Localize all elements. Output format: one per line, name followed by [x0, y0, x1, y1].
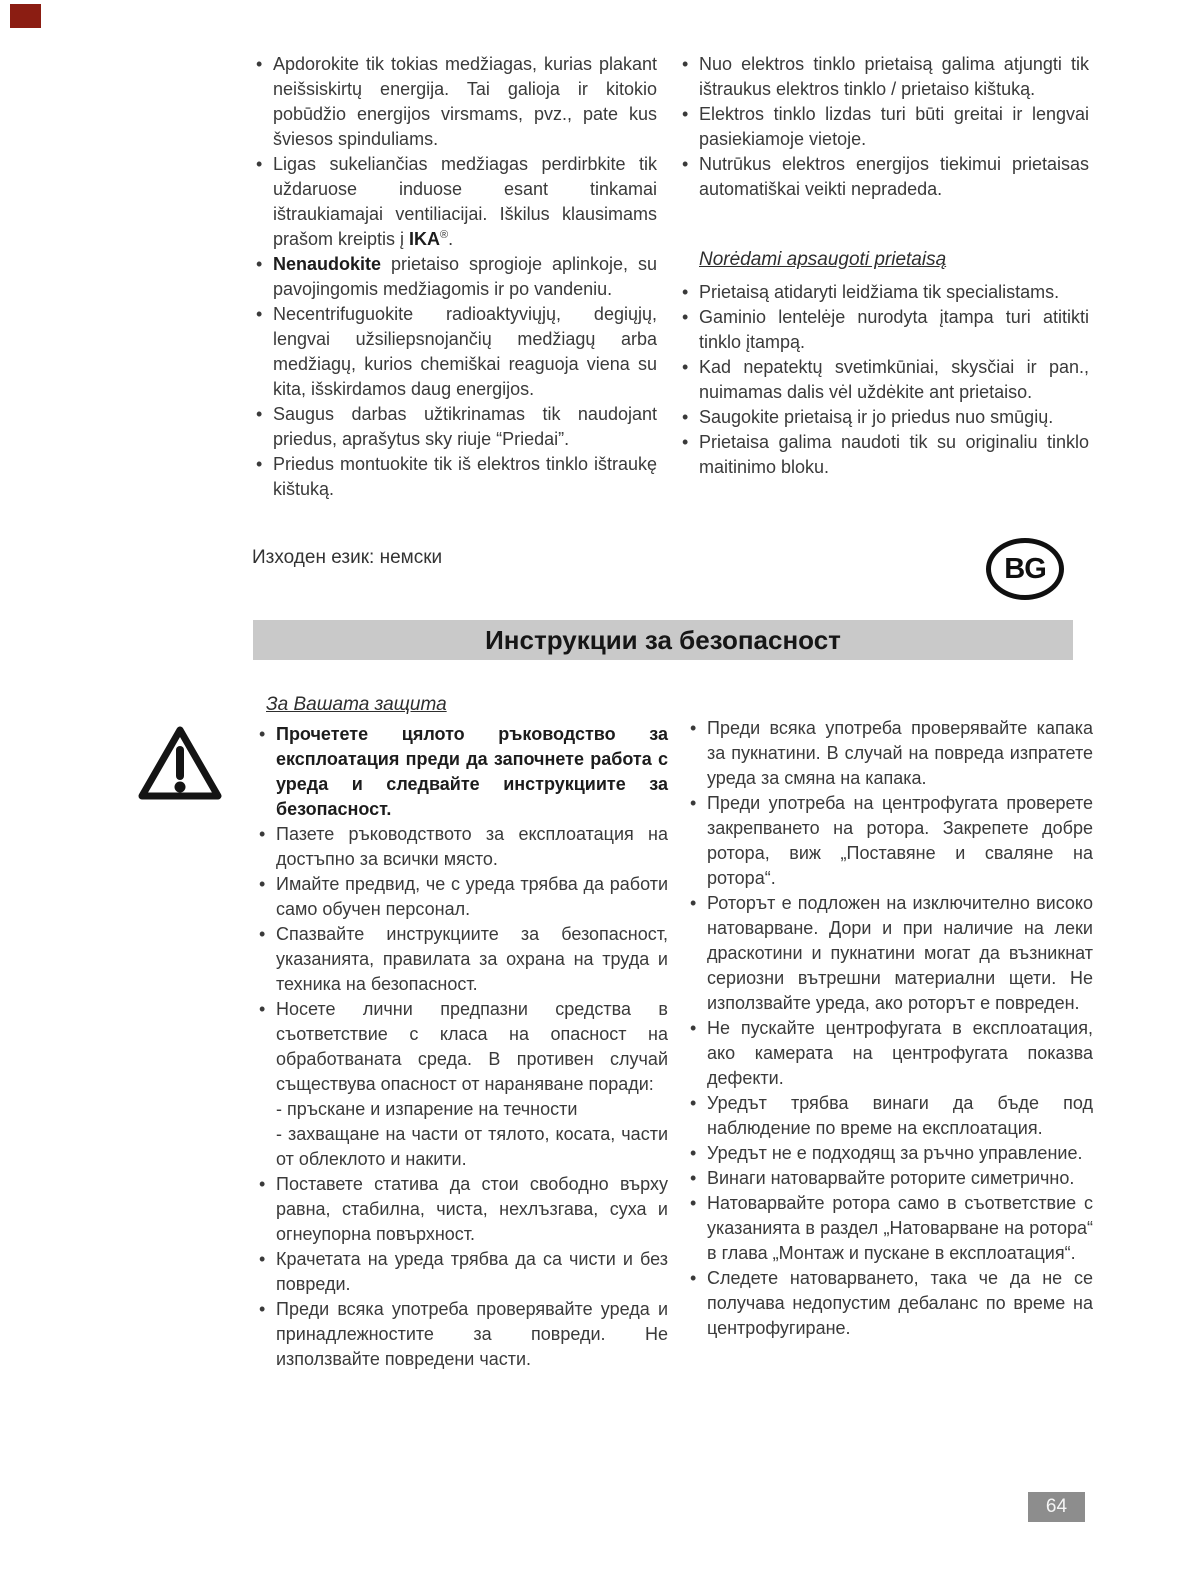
list-item	[256, 1297, 668, 1372]
bullet-text: Поставете статива да стои свободно върху равна, стабилна, чиста, нехлъзгава, суха и огнеупорна повърхност.	[276, 1174, 668, 1244]
bullet-text: Имайте предвид, че с уреда трябва да работи само обучен персонал.	[276, 874, 668, 919]
bullet-dot: •	[682, 154, 689, 174]
bullet-text: Gaminio lentelėje nurodyta įtampa turi atitikti tinklo įtampą.	[699, 307, 1089, 352]
bullet-text: Nuo elektros tinklo prietaisą galima atjungti tik ištraukus elektros tinklo / prietaiso kištuką.	[699, 54, 1089, 99]
list-item	[687, 1016, 1093, 1091]
list-item	[253, 152, 657, 252]
bullet-dot: •	[259, 1249, 266, 1269]
bullet-dot: •	[259, 874, 266, 894]
list-item	[687, 1091, 1093, 1141]
bullet-text: Уредът не е подходящ за ръчно управление.	[707, 1143, 1083, 1163]
bullet-text: Prietaisa galima naudoti tik su originaliu tinklo maitinimo bloku.	[699, 432, 1089, 477]
bullet-dot: •	[690, 1143, 697, 1163]
lt-right-bottom-bullets	[679, 280, 1089, 480]
bullet-dot: •	[690, 1093, 697, 1113]
list-item	[256, 922, 668, 997]
bullet-text: Kad nepatektų svetimkūniai, skysčiai ir pan., nuimamas dalis vėl uždėkite ant prietaiso.	[699, 357, 1089, 402]
list-item	[687, 791, 1093, 891]
bullet-dot: •	[256, 454, 263, 474]
list-item	[679, 52, 1089, 102]
bullet-dot: •	[682, 407, 689, 427]
bullet-dot: •	[690, 718, 697, 738]
bullet-dot: •	[690, 893, 697, 913]
list-item	[687, 1141, 1093, 1166]
bullet-dot: •	[690, 793, 697, 813]
bullet-dot: •	[690, 1193, 697, 1213]
list-item	[256, 822, 668, 872]
bullet-dot: •	[690, 1268, 697, 1288]
bullet-dot: •	[256, 154, 263, 174]
bullet-dot: •	[690, 1168, 697, 1188]
bullet-text: Носете лични предпазни средства в съответствие с класа на опасност на обработваната среда. В противен случай съществува опасност от нараняване поради:	[276, 999, 668, 1094]
corner-color-tab	[10, 4, 41, 28]
safety-instructions-banner	[253, 620, 1073, 660]
bullet-dot: •	[259, 999, 266, 1019]
warning-triangle-icon	[136, 723, 224, 803]
bullet-dot: •	[259, 1299, 266, 1319]
bullet-text: Преди всяка употреба проверявайте уреда и принадлежностите за повреди. Не използвайте повредени части.	[276, 1299, 668, 1369]
lt-protect-device-heading: Norėdami apsaugoti prietaisą	[699, 249, 947, 270]
bullet-dot: •	[256, 304, 263, 324]
bullet-dot: •	[256, 404, 263, 424]
bullet-dot: •	[682, 104, 689, 124]
bullet-text: Роторът е подложен на изключително високо натоварване. Дори и при наличие на леки драскотини и пукнатини могат да възникнат сериозни вътрешни материални щети. Не използвайте уреда, ако роторът е повреден.	[707, 893, 1093, 1013]
sub-item: - захващане на части от тялото, косата, части от облеклото и накити.	[276, 1124, 668, 1169]
list-item	[679, 280, 1089, 305]
list-item	[253, 252, 657, 302]
list-item	[679, 305, 1089, 355]
bullet-text: Не пускайте центрофугата в експлоатация, ако камерата на центрофугата показва дефекти.	[707, 1018, 1093, 1088]
bullet-text: Натоварвайте ротора само в съответствие с указанията в раздел „Натоварване на ротора“ в глава „Монтаж и пускане в експлоатация“.	[707, 1193, 1093, 1263]
bullet-text: Спазвайте инструкциите за безопасност, указанията, правилата за охрана на труда и техника на безопасност.	[276, 924, 668, 994]
bullet-text: Преди всяка употреба проверявайте капака за пукнатини. В случай на повреда изпратете уреда за смяна на капака.	[707, 718, 1093, 788]
list-item	[679, 405, 1089, 430]
bullet-dot: •	[259, 1174, 266, 1194]
bullet-dot: •	[259, 724, 266, 744]
bullet-text: Следете натоварването, така че да не се получава недопустим дебаланс по време на центрофугиране.	[707, 1268, 1093, 1338]
list-item	[687, 1166, 1093, 1191]
page-number-badge	[1028, 1492, 1085, 1522]
bullet-text: Nutrūkus elektros energijos tiekimui prietaisas automatiškai veikti nepradeda.	[699, 154, 1089, 199]
bullet-text: Elektros tinklo lizdas turi būti greitai ir lengvai pasiekiamoje vietoje.	[699, 104, 1089, 149]
list-item	[256, 872, 668, 922]
list-item	[687, 716, 1093, 791]
lt-left-column	[253, 52, 657, 502]
bullet-dot: •	[682, 357, 689, 377]
bullet-text: Пазете ръководството за експлоатация на достъпно за всички място.	[276, 824, 668, 869]
bullet-dot: •	[256, 54, 263, 74]
list-item	[253, 402, 657, 452]
list-item	[687, 1266, 1093, 1341]
bullet-text: Преди употреба на центрофугата проверете закрепването на ротора. Закрепете добре ротора, виж „Поставяне и сваляне на ротора“.	[707, 793, 1093, 888]
bullet-text: Prietaisą atidaryti leidžiama tik specialistams.	[699, 282, 1060, 302]
language-badge-label: BG	[1004, 552, 1046, 585]
list-item	[679, 430, 1089, 480]
bullet-text: Крачетата на уреда трябва да са чисти и без повреди.	[276, 1249, 668, 1294]
lt-right-column	[679, 52, 1089, 480]
bullet-dot: •	[256, 254, 263, 274]
list-item	[253, 52, 657, 152]
bullet-dot: •	[682, 307, 689, 327]
list-item	[256, 722, 668, 822]
list-item	[253, 452, 657, 502]
language-badge	[986, 538, 1064, 600]
bg-right-column	[687, 716, 1093, 1341]
bullet-dot: •	[259, 824, 266, 844]
bullet-text: Уредът трябва винаги да бъде под наблюдение по време на експлоатация.	[707, 1093, 1093, 1138]
list-item	[687, 891, 1093, 1016]
bullet-dot: •	[690, 1018, 697, 1038]
bullet-text: Saugus darbas užtikrinamas tik naudojant priedus, aprašytus sky riuje “Priedai”.	[273, 404, 657, 449]
banner-title: Инструкции за безопасност	[485, 624, 841, 655]
bg-left-column	[256, 722, 668, 1372]
bullet-dot: •	[682, 282, 689, 302]
bullet-text: Apdorokite tik tokias medžiagas, kurias plakant neišsiskirtų energija. Tai galioja ir kitokio pobūdžio energijos virsmams, pvz., pate kus šviesos spinduliams.	[273, 54, 657, 149]
bullet-text: Saugokite prietaisą ir jo priedus nuo smūgių.	[699, 407, 1054, 427]
bullet-dot: •	[682, 54, 689, 74]
list-item	[253, 302, 657, 402]
source-language-line: Изходен език: немски	[252, 547, 443, 568]
sub-item: - пръскане и изпарение на течности	[276, 1099, 578, 1119]
bullet-dot: •	[259, 924, 266, 944]
list-item	[256, 1247, 668, 1297]
list-item	[687, 1191, 1093, 1266]
bg-your-protection-heading: За Вашата защита	[266, 694, 447, 715]
bullet-text: Винаги натоварвайте роторите симетрично.	[707, 1168, 1075, 1188]
list-item	[679, 355, 1089, 405]
bullet-text: Necentrifuguokite radioaktyviųjų, degiųjų, lengvai užsiliepsnojančių medžiagų arba medžiagų, kurios chemiškai reaguoja viena su kita, išskirdamos daug energijos.	[273, 304, 657, 399]
list-item	[679, 152, 1089, 202]
page-number: 64	[1045, 1496, 1068, 1517]
bullet-text: Priedus montuokite tik iš elektros tinklo ištraukę kištuką.	[273, 454, 657, 499]
bullet-dot: •	[682, 432, 689, 452]
lt-right-top-bullets	[679, 52, 1089, 202]
list-item	[256, 997, 668, 1172]
list-item	[679, 102, 1089, 152]
bullet-text: Ligas sukeliančias medžiagas perdirbkite tik uždaruose induose esant tinkamai ištraukiamajai ventiliacijai. Iškilus klausimams prašom kreiptis į IKA®.	[273, 154, 657, 249]
bullet-text: Nenaudokite prietaiso sprogioje aplinkoje, su pavojingomis medžiagomis ir po vandeniu.	[273, 254, 657, 299]
bullet-text: Прочетете цялото ръководство за експлоатация преди да започнете работа с уреда и следвайте инструкциите за безопасност.	[276, 724, 668, 819]
list-item	[256, 1172, 668, 1247]
